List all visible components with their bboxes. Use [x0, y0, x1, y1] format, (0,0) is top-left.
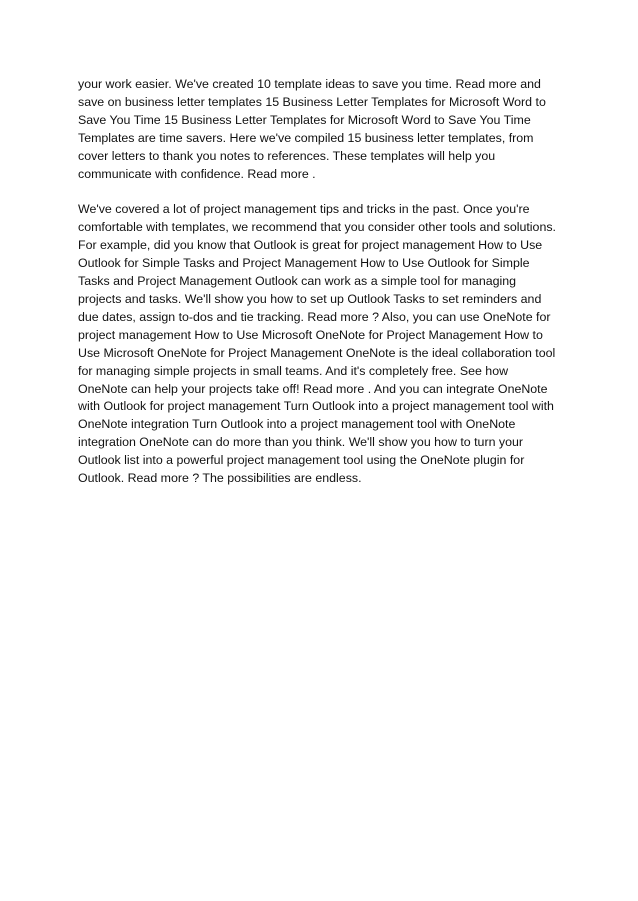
- document-body: [78, 76, 560, 506]
- paragraph: We've covered a lot of project management tips and tricks in the past. Once you're comfortable with templates, we recommend that you consider other tools and solutions. For example, did you know that Outlook is great for project management How to Use Outlook for Simple Tasks and Project Management How to Use Outlook for Simple Tasks and Project Management Outlook can work as a simple tool for managing projects and tasks. We'll show you how to set up Outlook Tasks to set reminders and due dates, assign to-dos and tie tracking. Read more ? Also, you can use OneNote for project management How to Use Microsoft OneNote for Project Management How to Use Microsoft OneNote for Project Management OneNote is the ideal collaboration tool for managing simple projects in small teams. And it's completely free. See how OneNote can help your projects take off! Read more . And you can integrate OneNote with Outlook for project management Turn Outlook into a project management tool with OneNote integration Turn Outlook into a project management tool with OneNote integration OneNote can do more than you think. We'll show you how to turn your Outlook list into a powerful project management tool using the OneNote plugin for Outlook. Read more ? The possibilities are endless.: [78, 202, 556, 486]
- paragraph: your work easier. We've created 10 template ideas to save you time. Read more and save on business letter templates 15 Business Letter Templates for Microsoft Word to Save You Time 15 Business Letter Templates for Microsoft Word to Save You Time Templates are time savers. Here we've compiled 15 business letter templates, from cover letters to thank you notes to references. These templates will help you communicate with confidence. Read more .: [78, 77, 546, 181]
